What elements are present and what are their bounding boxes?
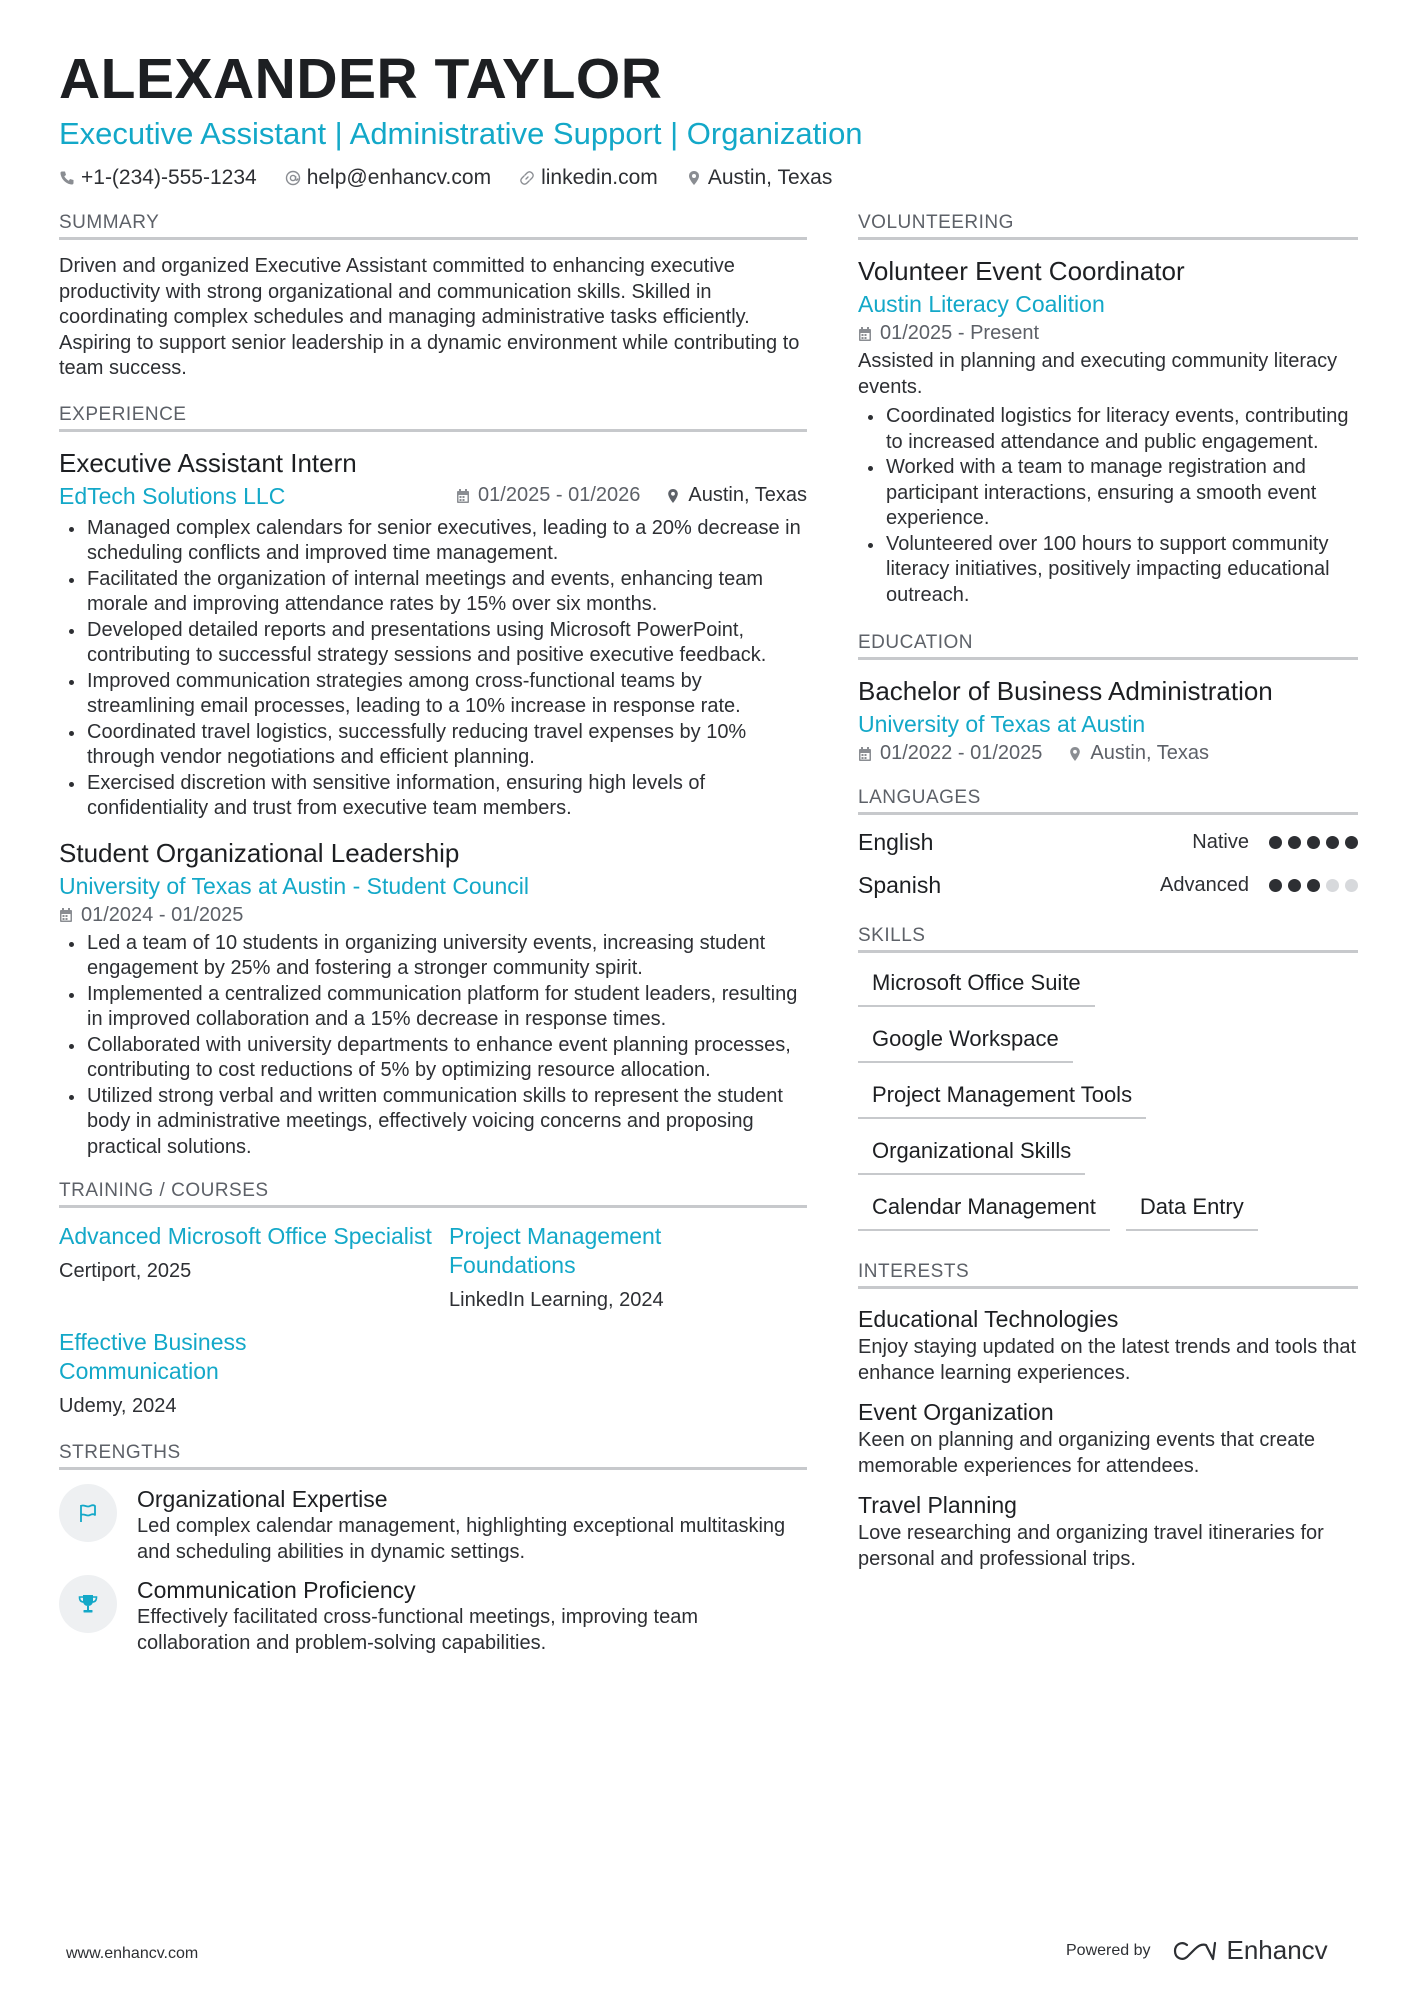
training-section: [59, 1180, 807, 1420]
interest-title: Event Organization: [858, 1399, 1054, 1425]
at-icon: [285, 170, 301, 186]
job-bullets: [59, 516, 807, 822]
job-dates: [59, 904, 243, 927]
rating-dot-empty: [1345, 879, 1358, 892]
job-bullet: Developed detailed reports and presentations using Microsoft PowerPoint, contributing to successful strategy sessions and positive executive feedback.: [59, 618, 807, 669]
rating-dot-filled: [1345, 836, 1358, 849]
volunteer-dates-text: 01/2025 - Present: [880, 322, 1039, 344]
job-role: Executive Assistant Intern: [59, 447, 357, 478]
calendar-icon: [858, 746, 872, 762]
training-heading: TRAINING / COURSES: [59, 1180, 807, 1208]
location-pin-icon: [686, 170, 702, 186]
experience-entry: [59, 836, 807, 1161]
job-bullet: Coordinated travel logistics, successfully reducing travel expenses by 10% through vendor negotiations and efficient planning.: [59, 720, 807, 771]
contact-row: [59, 166, 1359, 190]
footer-website[interactable]: www.enhancv.com: [66, 1945, 199, 1962]
language-row: [858, 864, 1358, 907]
volunteer-bullet: Coordinated logistics for literacy events, contributing to increased attendance and public engagement.: [858, 404, 1358, 455]
interest-text: Love researching and organizing travel itineraries for personal and professional trips.: [858, 1522, 1324, 1570]
job-dates: [456, 484, 640, 507]
job-meta: [456, 484, 807, 507]
job-bullet: Facilitated the organization of internal meetings and events, enhancing team morale and improving attendance rates by 15% over six months.: [59, 567, 807, 618]
location-text: Austin, Texas: [707, 166, 833, 189]
right-column: [858, 212, 1358, 1594]
interest-item: [858, 1489, 1358, 1572]
education-location-text: Austin, Texas: [1090, 742, 1209, 764]
education-dates: [858, 742, 1042, 765]
strengths-section: [59, 1442, 807, 1656]
skill-tag: Data Entry: [1126, 1187, 1258, 1231]
candidate-title: Executive Assistant | Administrative Support | Organization: [59, 116, 863, 151]
volunteering-section: [858, 212, 1358, 608]
volunteer-org: Austin Literacy Coalition: [858, 291, 1105, 317]
course-item: [59, 1328, 449, 1420]
left-column: [59, 212, 807, 1678]
languages-section: [858, 787, 1358, 907]
phone-icon: [59, 170, 75, 186]
volunteer-dates: [858, 322, 1039, 345]
language-rating: [1269, 879, 1358, 892]
phone-text: +1-(234)-555-1234: [81, 166, 257, 189]
resume-header: [59, 48, 1359, 190]
job-bullets: [59, 931, 807, 1161]
strength-body: [137, 1484, 807, 1565]
language-name: Spanish: [858, 872, 942, 898]
calendar-icon: [59, 907, 73, 923]
job-bullet: Led a team of 10 students in organizing university events, increasing student engagement by 25% and fostering a stronger community spirit.: [59, 931, 807, 982]
contact-email[interactable]: [285, 166, 491, 190]
interest-text: Keen on planning and organizing events that create memorable experiences for attendees.: [858, 1429, 1316, 1477]
job-location-text: Austin, Texas: [688, 484, 807, 506]
volunteer-description: Assisted in planning and executing community literacy events.: [858, 350, 1338, 398]
summary-heading: SUMMARY: [59, 212, 807, 240]
language-level: Native: [1192, 831, 1249, 853]
trophy-icon: [76, 1592, 100, 1616]
interest-text: Enjoy staying updated on the latest trends and tools that enhance learning experiences.: [858, 1336, 1357, 1384]
job-bullet: Collaborated with university departments to enhance event planning processes, contributing to cost reductions of 5% by optimizing resource allocation.: [59, 1033, 807, 1084]
job-bullet: Managed complex calendars for senior executives, leading to a 20% decrease in scheduling conflicts and improved time management.: [59, 516, 807, 567]
link-icon: [519, 170, 535, 186]
interest-title: Travel Planning: [858, 1492, 1017, 1518]
education-degree: Bachelor of Business Administration: [858, 676, 1273, 706]
candidate-name: ALEXANDER TAYLOR: [59, 47, 663, 111]
job-meta-row: [59, 480, 807, 512]
language-rating: [1269, 836, 1358, 849]
contact-linkedin[interactable]: [519, 166, 658, 190]
skill-tag: Project Management Tools: [858, 1075, 1146, 1119]
job-bullet: Implemented a centralized communication platform for student leaders, resulting in improved collaboration and a 15% decrease in response times.: [59, 982, 807, 1033]
summary-section: [59, 212, 807, 382]
experience-heading: EXPERIENCE: [59, 404, 807, 432]
job-bullet: Utilized strong verbal and written communication skills to represent the student body in administrative meetings, effectively voicing concerns and proposing practical solutions.: [59, 1084, 807, 1161]
language-level: Advanced: [1160, 874, 1249, 896]
education-location: [1068, 742, 1209, 765]
strength-title: Communication Proficiency: [137, 1577, 416, 1603]
job-dates-text: 01/2024 - 01/2025: [81, 903, 244, 926]
course-name: Advanced Microsoft Office Specialist: [59, 1223, 432, 1249]
strength-text: Effectively facilitated cross-functional meetings, improving team collaboration and problem-solving capabilities.: [137, 1606, 698, 1654]
strengths-heading: STRENGTHS: [59, 1442, 807, 1470]
contact-phone[interactable]: [59, 166, 257, 190]
location-pin-icon: [666, 488, 680, 504]
contact-location: [686, 166, 833, 190]
email-text: help@enhancv.com: [306, 166, 492, 189]
volunteer-bullet: Worked with a team to manage registration and participant interactions, ensuring a smooth event experience.: [858, 455, 1358, 532]
language-proficiency: [1160, 874, 1358, 897]
course-item: [59, 1222, 449, 1314]
experience-section: [59, 404, 807, 1161]
skill-tag: Microsoft Office Suite: [858, 963, 1095, 1007]
brand-name: Enhancv: [1226, 1935, 1328, 1965]
language-row: [858, 821, 1358, 864]
courses-grid: [59, 1222, 807, 1420]
rating-dot-filled: [1269, 879, 1282, 892]
job-location: [666, 484, 807, 507]
rating-dot-filled: [1307, 879, 1320, 892]
course-item: [449, 1222, 807, 1314]
volunteering-heading: VOLUNTEERING: [858, 212, 1358, 240]
strength-item: [59, 1484, 807, 1565]
course-meta: Udemy, 2024: [59, 1395, 177, 1417]
job-company: University of Texas at Austin - Student Council: [59, 872, 530, 899]
experience-entry: [59, 446, 807, 822]
enhancv-logo-icon: [1173, 1939, 1217, 1963]
job-meta: [59, 904, 807, 927]
rating-dot-filled: [1269, 836, 1282, 849]
education-heading: EDUCATION: [858, 632, 1358, 660]
job-bullet: Exercised discretion with sensitive information, ensuring high levels of confidentiality and trust from executive team members.: [59, 771, 807, 822]
rating-dot-filled: [1288, 879, 1301, 892]
volunteer-role: Volunteer Event Coordinator: [858, 256, 1185, 286]
course-name: Effective Business Communication: [59, 1329, 247, 1384]
volunteer-meta: [858, 322, 1358, 345]
job-bullet: Improved communication strategies among cross-functional teams by streamlining email processes, leading to a 10% increase in response rate.: [59, 669, 807, 720]
summary-text: Driven and organized Executive Assistant committed to enhancing executive productivity with strong organizational and communication skills. Skilled in coordinating complex schedules and managing administrative tasks efficiently. Aspiring to support senior leadership in a dynamic environment while contributing to team success.: [59, 255, 800, 379]
flag-icon: [76, 1501, 100, 1525]
footer-branding: [1066, 1935, 1328, 1966]
calendar-icon: [456, 488, 470, 504]
rating-dot-filled: [1326, 836, 1339, 849]
course-meta: LinkedIn Learning, 2024: [449, 1289, 664, 1311]
strength-title: Organizational Expertise: [137, 1486, 388, 1512]
job-role: Student Organizational Leadership: [59, 837, 460, 868]
education-meta: [858, 742, 1358, 765]
skill-tag: Google Workspace: [858, 1019, 1073, 1063]
rating-dot-filled: [1307, 836, 1320, 849]
interest-item: [858, 1396, 1358, 1479]
interest-item: [858, 1303, 1358, 1386]
strength-text: Led complex calendar management, highlighting exceptional multitasking and scheduling abilities in dynamic settings.: [137, 1515, 786, 1563]
strength-item: [59, 1575, 807, 1656]
skill-tag: Organizational Skills: [858, 1131, 1085, 1175]
course-meta: Certiport, 2025: [59, 1260, 192, 1282]
skills-heading: SKILLS: [858, 925, 1358, 953]
language-proficiency: [1192, 831, 1358, 854]
job-company: EdTech Solutions LLC: [59, 482, 286, 509]
powered-by-text: Powered by: [1066, 1941, 1151, 1959]
skills-list: [858, 963, 1358, 1231]
skills-section: [858, 925, 1358, 1231]
education-dates-text: 01/2022 - 01/2025: [880, 742, 1043, 764]
interest-title: Educational Technologies: [858, 1306, 1119, 1332]
location-pin-icon: [1068, 746, 1082, 762]
languages-heading: LANGUAGES: [858, 787, 1358, 815]
calendar-icon: [858, 326, 872, 342]
brand-logo[interactable]: [1173, 1935, 1328, 1966]
strength-icon-circle: [59, 1575, 117, 1633]
strength-icon-circle: [59, 1484, 117, 1542]
job-dates-text: 01/2025 - 01/2026: [478, 484, 641, 506]
language-name: English: [858, 829, 934, 855]
skill-tag: Calendar Management: [858, 1187, 1110, 1231]
linkedin-text: linkedin.com: [541, 166, 658, 189]
volunteer-bullets: [858, 404, 1358, 608]
education-section: [858, 632, 1358, 765]
rating-dot-filled: [1288, 836, 1301, 849]
education-school: University of Texas at Austin: [858, 711, 1146, 737]
volunteer-bullet: Volunteered over 100 hours to support community literacy initiatives, positively impacting educational outreach.: [858, 532, 1358, 609]
rating-dot-empty: [1326, 879, 1339, 892]
interests-heading: INTERESTS: [858, 1261, 1358, 1289]
interests-section: [858, 1261, 1358, 1572]
strength-body: [137, 1575, 807, 1656]
course-name: Project Management Foundations: [449, 1223, 662, 1278]
